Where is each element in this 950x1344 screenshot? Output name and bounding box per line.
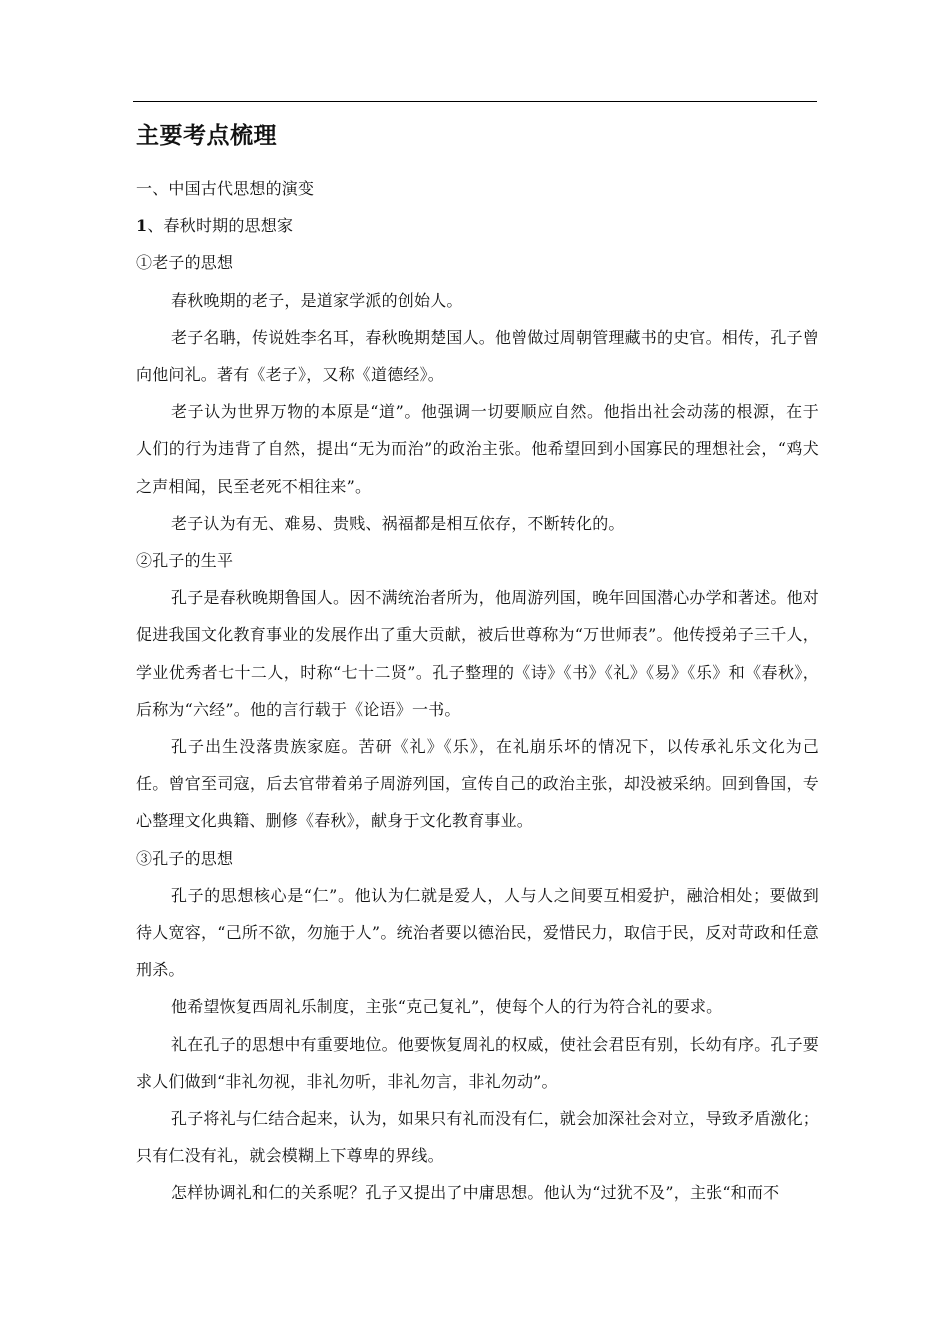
kongzi-life-heading: ②孔子的生平 [136,551,234,571]
paragraph: 老子名聃，传说姓李名耳，春秋晚期楚国人。他曾做过周朝管理藏书的史官。相传，孔子曾向他问礼。著有《老子》，又称《道德经》。 [136,327,820,385]
paragraph: 老子认为有无、难易、贵贱、祸福都是相互依存，不断转化的。 [171,513,625,533]
page-title: 主要考点梳理 [136,123,277,149]
section-heading: 一、中国古代思想的演变 [136,179,315,198]
paragraph: 春秋晚期的老子，是道家学派的创始人。 [171,290,463,310]
subsection-text: 、春秋时期的思想家 [147,216,294,236]
paragraph: 孔子是春秋晚期鲁国人。因不满统治者所为，他周游列国，晚年回国潜心办学和著述。他对促进我国文化教育事业的发展作出了重大贡献，被后世尊称为“万世师表”。他传授弟子三千人，学业优秀者七十二人，时称“七十二贤”。孔子整理的《诗》《书》《礼》《易》《乐》和《春秋》，后称为“六经”。他的言行载于《论语》一书。 [136,588,820,719]
paragraph: 孔子出生没落贵族家庭。苦研《礼》《乐》，在礼崩乐坏的情况下，以传承礼乐文化为己任。曾官至司寇，后去官带着弟子周游列国，宣传自己的政治主张，却没被采纳。回到鲁国，专心整理文化典籍、删修《春秋》，献身于文化教育事业。 [136,737,819,831]
kongzi-thought-heading: ③孔子的思想 [136,848,234,868]
paragraph: 孔子将礼与仁结合起来，认为，如果只有礼而没有仁，就会加深社会对立，导致矛盾激化；只有仁没有礼，就会模糊上下尊卑的界线。 [136,1109,820,1166]
paragraph: 怎样协调礼和仁的关系呢？孔子又提出了中庸思想。他认为“过犹不及”，主张“和而不 [171,1183,780,1203]
paragraph: 礼在孔子的思想中有重要地位。他要恢复周礼的权威，使社会君臣有别，长幼有序。孔子要求人们做到“非礼勿视，非礼勿听，非礼勿言，非礼勿动”。 [136,1034,820,1091]
paragraph: 老子认为世界万物的本原是“道”。他强调一切要顺应自然。他指出社会动荡的根源，在于人们的行为违背了自然，提出“无为而治”的政治主张。他希望回到小国寡民的理想社会，“鸡犬之声相闻，民至老死不相往来”。 [136,402,819,496]
subsection-heading [136,207,819,244]
header-rule [133,101,817,102]
document-body [136,170,819,1212]
paragraph: 孔子的思想核心是“仁”。他认为仁就是爱人，人与人之间要互相爱护，融洽相处；要做到待人宽容，“己所不欲，勿施于人”。统治者要以德治民，爱惜民力，取信于民，反对苛政和任意刑杀。 [136,885,819,980]
subsection-number: 1 [136,216,148,236]
paragraph: 他希望恢复西周礼乐制度，主张“克己复礼”，使每个人的行为符合礼的要求。 [171,997,723,1017]
laozi-heading: ①老子的思想 [136,253,234,273]
